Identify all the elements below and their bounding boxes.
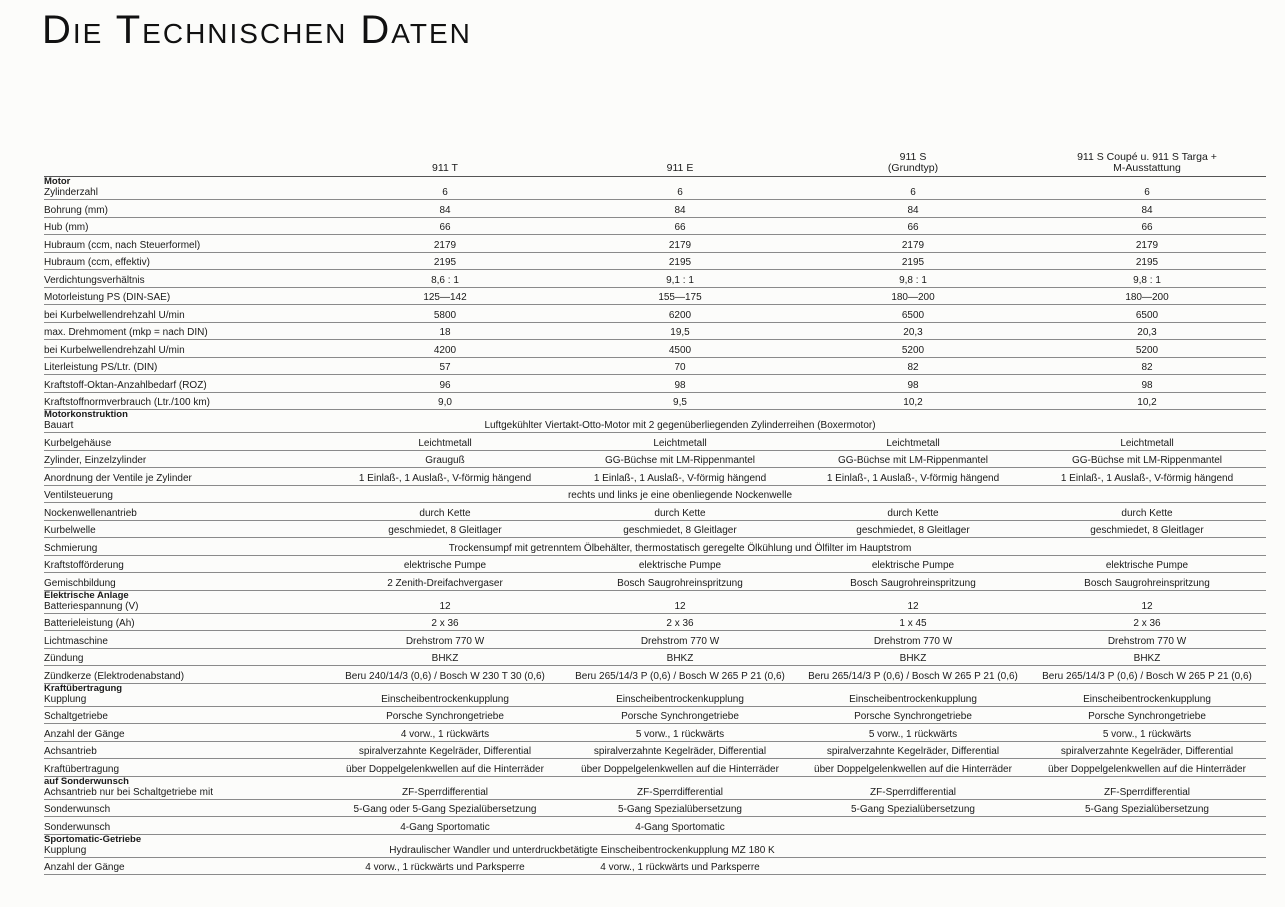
row-value: spiralverzahnte Kegelräder, Differential (826, 746, 1000, 757)
row-value: 5-Gang Spezialübersetzung (851, 804, 975, 815)
spec-row (44, 288, 1266, 306)
spec-row (44, 817, 1266, 835)
section-heading: Sportomatic-Getriebe (44, 833, 142, 845)
row-value: 6500 (1135, 309, 1159, 321)
row-value: 20,3 (903, 327, 923, 338)
row-label: Kraftübertragung (44, 763, 120, 775)
spec-row (44, 393, 1266, 411)
row-value: Porsche Synchrongetriebe (1088, 711, 1206, 722)
spec-row (44, 218, 1266, 236)
row-label: Gemischbildung (44, 577, 116, 589)
row-value: 2179 (1135, 239, 1159, 251)
row-label: Hubraum (ccm, nach Steuerformel) (44, 239, 201, 251)
row-value: ZF-Sperrdifferential (870, 786, 956, 798)
row-value: Leichtmetall (886, 437, 940, 449)
row-label: Literleistung PS/Ltr. (DIN) (44, 362, 158, 373)
row-label: Anzahl der Gänge (44, 728, 125, 740)
row-value: 84 (674, 204, 686, 216)
row-value: Einscheibentrockenkupplung (381, 693, 509, 705)
spec-row (44, 486, 1266, 504)
spec-row (44, 666, 1266, 684)
spec-row (44, 631, 1266, 649)
row-value: 84 (907, 204, 919, 216)
row-value: Einscheibentrockenkupplung (616, 693, 744, 705)
row-value: ZF-Sperrdifferential (637, 786, 723, 798)
row-label: Schaltgetriebe (44, 711, 108, 722)
spec-table-body (44, 177, 1266, 875)
row-value: 12 (439, 600, 451, 612)
row-value-spanning: Trockensumpf mit getrenntem Ölbehälter, thermostatisch geregelte Ölkühlung und Ölfilter im Hauptstrom (448, 542, 912, 554)
row-value: BHKZ (666, 653, 694, 664)
row-value: 84 (1141, 204, 1153, 216)
row-value: 98 (1141, 379, 1153, 391)
row-value: Einscheibentrockenkupplung (849, 693, 977, 705)
row-value: 9,8 : 1 (899, 274, 927, 286)
row-label: Lichtmaschine (44, 635, 108, 647)
row-value: 6 (442, 187, 448, 198)
row-value: elektrische Pumpe (638, 560, 722, 571)
row-value: Leichtmetall (418, 437, 472, 449)
row-value: spiralverzahnte Kegelräder, Differential (1060, 746, 1234, 757)
row-label: bei Kurbelwellendrehzahl U/min (44, 344, 185, 356)
row-value: 6 (910, 187, 916, 198)
row-value: durch Kette (1121, 507, 1173, 519)
row-value: 66 (907, 222, 919, 233)
row-label: Batterieleistung (Ah) (44, 618, 135, 629)
row-value: Grauguß (425, 455, 465, 466)
row-value: Beru 240/14/3 (0,6) / Bosch W 230 T 30 (0,6) (345, 670, 545, 682)
spec-row (44, 253, 1266, 271)
spec-row (44, 235, 1266, 253)
spec-row (44, 777, 1266, 800)
row-label: Kraftstoff-Oktan-Anzahlbedarf (ROZ) (44, 379, 207, 391)
spec-row (44, 591, 1266, 614)
row-value: GG-Büchse mit LM-Rippenmantel (604, 455, 756, 466)
row-value: 2195 (668, 257, 692, 268)
column-header: 911 S Coupé u. 911 S Targa + M-Ausstattung (1077, 151, 1217, 174)
row-value: 1 Einlaß-, 1 Auslaß-, V-förmig hängend (593, 472, 767, 484)
row-value: 98 (907, 379, 919, 391)
spec-row (44, 684, 1266, 707)
row-value: 180—200 (891, 292, 935, 303)
row-value: 6500 (901, 309, 925, 321)
row-value: Leichtmetall (1120, 437, 1174, 449)
row-value: geschmiedet, 8 Gleitlager (388, 525, 502, 536)
row-value: 19,5 (670, 327, 690, 338)
row-value: BHKZ (1133, 653, 1161, 664)
row-label: Verdichtungsverhältnis (44, 274, 145, 286)
row-value: 10,2 (1137, 397, 1157, 408)
row-label: bei Kurbelwellendrehzahl U/min (44, 309, 185, 321)
spec-row (44, 200, 1266, 218)
spec-row (44, 451, 1266, 469)
row-value: Bosch Saugrohreinspritzung (1084, 577, 1210, 589)
row-label: Kupplung (44, 844, 87, 856)
row-value: 9,0 (438, 397, 452, 408)
row-value: durch Kette (654, 507, 706, 519)
row-label: Kraftstofförderung (44, 560, 124, 571)
row-label: Zündkerze (Elektrodenabstand) (44, 670, 185, 682)
row-value: 2195 (901, 257, 925, 268)
spec-row (44, 707, 1266, 725)
spec-row (44, 340, 1266, 358)
spec-row (44, 800, 1266, 818)
spec-row (44, 521, 1266, 539)
row-value: 5-Gang oder 5-Gang Spezialübersetzung (353, 804, 537, 815)
row-value: durch Kette (419, 507, 471, 519)
spec-row (44, 835, 1266, 858)
row-value: 12 (907, 600, 919, 612)
row-value: Porsche Synchrongetriebe (854, 711, 972, 722)
row-value: Beru 265/14/3 P (0,6) / Bosch W 265 P 21 (0,6) (575, 670, 785, 682)
row-value: GG-Büchse mit LM-Rippenmantel (1071, 455, 1223, 466)
row-value: 10,2 (903, 397, 923, 408)
column-header-row (44, 150, 1266, 177)
spec-row (44, 177, 1266, 200)
row-value: spiralverzahnte Kegelräder, Differential (593, 746, 767, 757)
row-value: Einscheibentrockenkupplung (1083, 693, 1211, 705)
row-label: Motorleistung PS (DIN-SAE) (44, 292, 171, 303)
row-label: Bauart (44, 420, 74, 431)
row-label: Kurbelgehäuse (44, 437, 112, 449)
row-value: 2 x 36 (431, 618, 459, 629)
section-heading: Elektrische Anlage (44, 589, 129, 601)
row-value: 84 (439, 204, 451, 216)
row-label: Nockenwellenantrieb (44, 507, 137, 519)
spec-row (44, 305, 1266, 323)
column-header: 911 S (Grundtyp) (887, 151, 939, 174)
row-value: über Doppelgelenkwellen auf die Hinterräder (346, 763, 544, 775)
row-value: 82 (907, 362, 919, 373)
row-value: 66 (1141, 222, 1153, 233)
row-value: 4 vorw., 1 rückwärts (400, 728, 490, 740)
row-value: Drehstrom 770 W (405, 635, 485, 647)
spec-row (44, 742, 1266, 760)
row-value: über Doppelgelenkwellen auf die Hinterräder (581, 763, 779, 775)
row-label: Bohrung (mm) (44, 204, 108, 216)
row-value: 180—200 (1125, 292, 1169, 303)
row-value: 155—175 (658, 292, 702, 303)
page-title: Die Technischen Daten (42, 8, 472, 52)
spec-table (44, 150, 1266, 875)
row-label: Ventilsteuerung (44, 490, 113, 501)
row-value: 98 (674, 379, 686, 391)
spec-row (44, 573, 1266, 591)
row-label: Sonderwunsch (44, 821, 111, 833)
row-label: Achsantrieb (44, 746, 97, 757)
row-value-spanning: Luftgekühlter Viertakt-Otto-Motor mit 2 gegenüberliegenden Zylinderreihen (Boxermotor) (484, 420, 876, 431)
row-value: Beru 265/14/3 P (0,6) / Bosch W 265 P 21 (0,6) (808, 670, 1018, 682)
row-value: über Doppelgelenkwellen auf die Hinterräder (1048, 763, 1246, 775)
row-label: Batteriespannung (V) (44, 600, 139, 612)
row-value: Bosch Saugrohreinspritzung (850, 577, 976, 589)
row-value: 12 (674, 600, 686, 612)
row-value: 5 vorw., 1 rückwärts (635, 728, 725, 740)
row-label: Kraftstoffnormverbrauch (Ltr./100 km) (44, 397, 210, 408)
column-header: 911 T (432, 162, 458, 174)
spec-row (44, 538, 1266, 556)
row-value: 2195 (1135, 257, 1159, 268)
row-value-spanning: Hydraulischer Wandler und unterdruckbetätigte Einscheibentrockenkupplung MZ 180 K (389, 844, 775, 856)
row-label: Schmierung (44, 542, 98, 554)
row-label: Hubraum (ccm, effektiv) (44, 257, 150, 268)
row-value: 57 (439, 362, 451, 373)
row-value: 6200 (668, 309, 692, 321)
row-label: Anordnung der Ventile je Zylinder (44, 472, 192, 484)
row-value: 1 Einlaß-, 1 Auslaß-, V-förmig hängend (826, 472, 1000, 484)
row-value: 6 (677, 187, 683, 198)
row-value: 2 x 36 (1133, 618, 1161, 629)
row-value: 4200 (433, 344, 457, 356)
row-value: BHKZ (899, 653, 927, 664)
row-value: 2 x 36 (666, 618, 694, 629)
row-value: 12 (1141, 600, 1153, 612)
spec-row (44, 614, 1266, 632)
row-value: geschmiedet, 8 Gleitlager (623, 525, 737, 536)
row-label: Sonderwunsch (44, 804, 111, 815)
row-value: ZF-Sperrdifferential (402, 786, 488, 798)
row-value: 4500 (668, 344, 692, 356)
row-value: 66 (674, 222, 686, 233)
row-value: geschmiedet, 8 Gleitlager (856, 525, 970, 536)
row-value: geschmiedet, 8 Gleitlager (1090, 525, 1204, 536)
spec-row (44, 375, 1266, 393)
row-value: BHKZ (431, 653, 459, 664)
section-heading: Motorkonstruktion (44, 409, 128, 420)
row-value: über Doppelgelenkwellen auf die Hinterräder (814, 763, 1012, 775)
row-value: elektrische Pumpe (871, 560, 955, 571)
row-value: elektrische Pumpe (1105, 560, 1189, 571)
section-heading: auf Sonderwunsch (44, 775, 129, 787)
row-value: 96 (439, 379, 451, 391)
row-value: 4-Gang Sportomatic (635, 821, 725, 833)
spec-row (44, 858, 1266, 876)
row-value: 5 vorw., 1 rückwärts (1102, 728, 1192, 740)
row-value: 1 x 45 (899, 618, 927, 629)
row-label: Anzahl der Gänge (44, 862, 125, 873)
row-value: GG-Büchse mit LM-Rippenmantel (837, 455, 989, 466)
row-value: Leichtmetall (653, 437, 707, 449)
row-value: Porsche Synchrongetriebe (621, 711, 739, 722)
row-value: 9,8 : 1 (1133, 274, 1161, 286)
spec-row (44, 649, 1266, 667)
row-value: 18 (439, 327, 451, 338)
row-value: 125—142 (423, 292, 467, 303)
row-value: durch Kette (887, 507, 939, 519)
row-value: elektrische Pumpe (403, 560, 487, 571)
row-label: Zylinderzahl (44, 187, 98, 198)
row-value: Drehstrom 770 W (640, 635, 720, 647)
row-value: 9,1 : 1 (666, 274, 694, 286)
row-label: Hub (mm) (44, 222, 89, 233)
row-value: 8,6 : 1 (431, 274, 459, 286)
row-label: Zylinder, Einzelzylinder (44, 455, 147, 466)
row-value: 20,3 (1137, 327, 1157, 338)
spec-row (44, 410, 1266, 433)
row-value: 70 (674, 362, 686, 373)
row-value: 5200 (1135, 344, 1159, 356)
spec-row (44, 433, 1266, 451)
row-value: 6 (1144, 187, 1150, 198)
row-value: 2195 (433, 257, 457, 268)
row-value: Bosch Saugrohreinspritzung (617, 577, 743, 589)
spec-row (44, 503, 1266, 521)
row-value: ZF-Sperrdifferential (1104, 786, 1190, 798)
row-value: 2 Zenith-Dreifachvergaser (387, 577, 503, 589)
spec-row (44, 556, 1266, 574)
row-value: Drehstrom 770 W (873, 635, 953, 647)
spec-row (44, 270, 1266, 288)
row-value: Beru 265/14/3 P (0,6) / Bosch W 265 P 21 (0,6) (1042, 670, 1252, 682)
section-heading: Motor (44, 176, 71, 187)
section-heading: Kraftübertragung (44, 682, 123, 694)
row-value: 4 vorw., 1 rückwärts und Parksperre (365, 862, 525, 873)
spec-row (44, 724, 1266, 742)
row-value: 4-Gang Sportomatic (400, 821, 490, 833)
row-value: 2179 (668, 239, 692, 251)
row-value: 4 vorw., 1 rückwärts und Parksperre (600, 862, 760, 873)
row-value-spanning: rechts und links je eine obenliegende Nockenwelle (567, 490, 793, 501)
row-value: 1 Einlaß-, 1 Auslaß-, V-förmig hängend (1060, 472, 1234, 484)
row-value: Drehstrom 770 W (1107, 635, 1187, 647)
spec-row (44, 358, 1266, 376)
row-value: Porsche Synchrongetriebe (386, 711, 504, 722)
row-label: Kupplung (44, 693, 87, 705)
row-value: spiralverzahnte Kegelräder, Differential (358, 746, 532, 757)
spec-row (44, 759, 1266, 777)
spec-row (44, 323, 1266, 341)
row-value: 5 vorw., 1 rückwärts (868, 728, 958, 740)
row-value: 5-Gang Spezialübersetzung (1085, 804, 1209, 815)
row-label: max. Drehmoment (mkp = nach DIN) (44, 327, 208, 338)
row-value: 1 Einlaß-, 1 Auslaß-, V-förmig hängend (358, 472, 532, 484)
row-value: 82 (1141, 362, 1153, 373)
row-value: 5800 (433, 309, 457, 321)
row-value: 5-Gang Spezialübersetzung (618, 804, 742, 815)
column-header: 911 E (666, 162, 694, 174)
row-label: Zündung (44, 653, 84, 664)
row-value: 66 (439, 222, 451, 233)
row-value: 9,5 (673, 397, 687, 408)
spec-row (44, 468, 1266, 486)
row-label: Achsantrieb nur bei Schaltgetriebe mit (44, 786, 213, 798)
row-value: 2179 (433, 239, 457, 251)
row-value: 2179 (901, 239, 925, 251)
row-value: 5200 (901, 344, 925, 356)
row-label: Kurbelwelle (44, 525, 96, 536)
